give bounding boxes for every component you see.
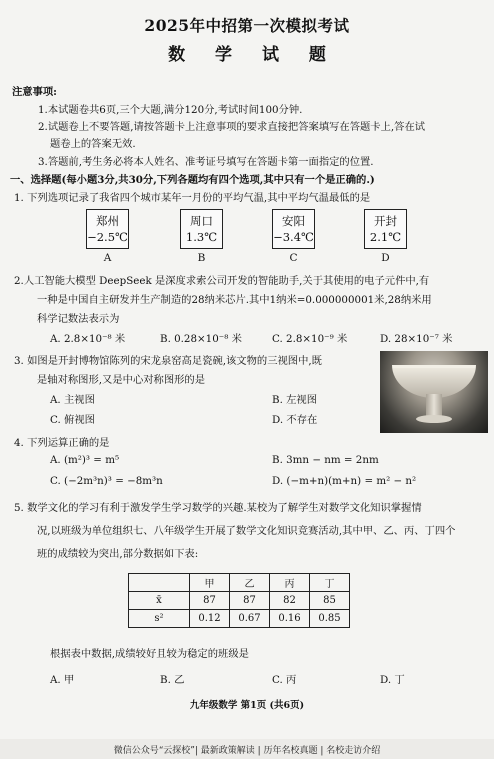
q1-label-d: D: [381, 252, 390, 264]
table-header: 丁: [310, 574, 350, 592]
note-3: 3.答题前,考生务必将本人姓名、准考证号填写在答题卡第一面指定的位置.: [38, 156, 374, 168]
table-cell: 87: [230, 592, 270, 610]
q5-option-d[interactable]: D. 丁: [380, 674, 405, 686]
city-name: 安阳: [282, 214, 305, 228]
q2-option-a[interactable]: A. 2.8×10⁻⁸ 米: [50, 333, 126, 345]
section-heading: 一、选择题(每小题3分,共30分,下列各题均有四个选项,其中只有一个是正确的.): [10, 174, 375, 186]
table-row: [129, 592, 350, 610]
q4-option-c[interactable]: C. (−2m³n)³ = −8m³n: [50, 475, 163, 487]
q3-option-c[interactable]: C. 俯视图: [50, 414, 95, 426]
table-cell: 0.16: [270, 610, 310, 628]
q3-line1: 3. 如图是开封博物馆陈列的宋龙泉窑高足瓷碗,该文物的三视图中,既: [14, 355, 322, 367]
city-name: 周口: [190, 214, 213, 228]
q4-option-b[interactable]: B. 3mn − nm = 2nm: [272, 454, 379, 466]
city-temp: −3.4℃: [273, 230, 314, 244]
q5-line3: 班的成绩较为突出,部分数据如下表:: [37, 548, 199, 560]
q1-label-a: A: [103, 252, 112, 264]
table-cell: 87: [190, 592, 230, 610]
table-header: 乙: [230, 574, 270, 592]
city-name: 郑州: [96, 214, 119, 228]
q4-option-d[interactable]: D. (−m+n)(m+n) = m² − n²: [272, 475, 417, 487]
q1-option-c-card[interactable]: [272, 209, 315, 249]
q5-line2: 况,以班级为单位组织七、八年级学生开展了数学文化知识竞赛活动,其中甲、乙、丙、丁四个: [37, 525, 456, 537]
q1-stem: 1. 下列选项记录了我省四个城市某年一月份的平均气温,其中平均气温最低的是: [14, 192, 371, 204]
q1-option-d-card[interactable]: [364, 209, 407, 249]
page-title: 2025年中招第一次模拟考试: [144, 16, 350, 35]
q3-option-b[interactable]: B. 左视图: [272, 394, 318, 406]
q5-option-b[interactable]: B. 乙: [160, 674, 185, 686]
q2-line3: 科学记数法表示为: [37, 313, 120, 325]
q1-option-b-card[interactable]: [180, 209, 223, 249]
table-cell: 0.12: [190, 610, 230, 628]
q5-option-c[interactable]: C. 丙: [272, 674, 297, 686]
notes-heading: 注意事项:: [12, 86, 57, 98]
watermark-text: 微信公众号“云探校”| 最新政策解读 | 历年名校真题 | 名校走访介绍: [113, 746, 381, 756]
q5-option-a[interactable]: A. 甲: [50, 674, 75, 686]
city-temp: 1.3℃: [185, 230, 218, 244]
table-cell: 82: [270, 592, 310, 610]
table-cell: 0.85: [310, 610, 350, 628]
q1-label-b: B: [197, 252, 206, 264]
table-cell: 0.67: [230, 610, 270, 628]
q2-line1: 2.人工智能大模型 DeepSeek 是深度求索公司开发的智能助手,关于其使用的电子元件中,有: [14, 275, 430, 287]
bowl-foot: [416, 415, 452, 423]
table-corner: [129, 574, 190, 592]
table-header: 甲: [190, 574, 230, 592]
q3-option-a[interactable]: A. 主视图: [50, 394, 95, 406]
q2-option-b[interactable]: B. 0.28×10⁻⁸ 米: [160, 333, 242, 345]
scores-table: [128, 573, 350, 628]
q4-option-a[interactable]: A. (m²)³ = m⁵: [50, 454, 120, 466]
note-2-cont: 题卷上的答案无效.: [50, 138, 136, 150]
table-header-row: [129, 574, 350, 592]
row-label-mean: x̄: [129, 592, 190, 610]
q2-option-c[interactable]: C. 2.8×10⁻⁹ 米: [272, 333, 348, 345]
city-temp: 2.1℃: [369, 230, 402, 244]
note-1: 1.本试题卷共6页,三个大题,满分120分,考试时间100分钟.: [38, 104, 303, 116]
page-footer: 九年级数学 第1页 (共6页): [189, 700, 305, 711]
q3-line2: 是轴对称图形,又是中心对称图形的是: [37, 374, 206, 386]
q3-option-d[interactable]: D. 不存在: [272, 414, 318, 426]
table-header: 丙: [270, 574, 310, 592]
q1-option-a-card[interactable]: [86, 209, 129, 249]
q1-label-c: C: [289, 252, 298, 264]
row-label-variance: s²: [129, 610, 190, 628]
porcelain-bowl-photo: [380, 351, 488, 433]
q5-after: 根据表中数据,成绩较好且较为稳定的班级是: [50, 648, 249, 660]
table-cell: 85: [310, 592, 350, 610]
city-temp: −2.5℃: [87, 230, 128, 244]
subject-title: 数 学 试 题: [168, 45, 338, 65]
q4-stem: 4. 下列运算正确的是: [14, 437, 110, 449]
table-row: [129, 610, 350, 628]
q2-line2: 一种是中国自主研发并生产制造的28纳米芯片.其中1纳米=0.000000001米,28纳米用: [37, 294, 432, 306]
city-name: 开封: [374, 214, 397, 228]
note-2: 2.试题卷上不要答题,请按答题卡上注意事项的要求直接把答案填写在答题卡上,答在试: [38, 121, 426, 133]
q5-line1: 5. 数学文化的学习有利于激发学生学习数学的兴趣.某校为了解学生对数学文化知识掌握情: [14, 502, 422, 514]
q2-option-d[interactable]: D. 28×10⁻⁷ 米: [380, 333, 453, 345]
